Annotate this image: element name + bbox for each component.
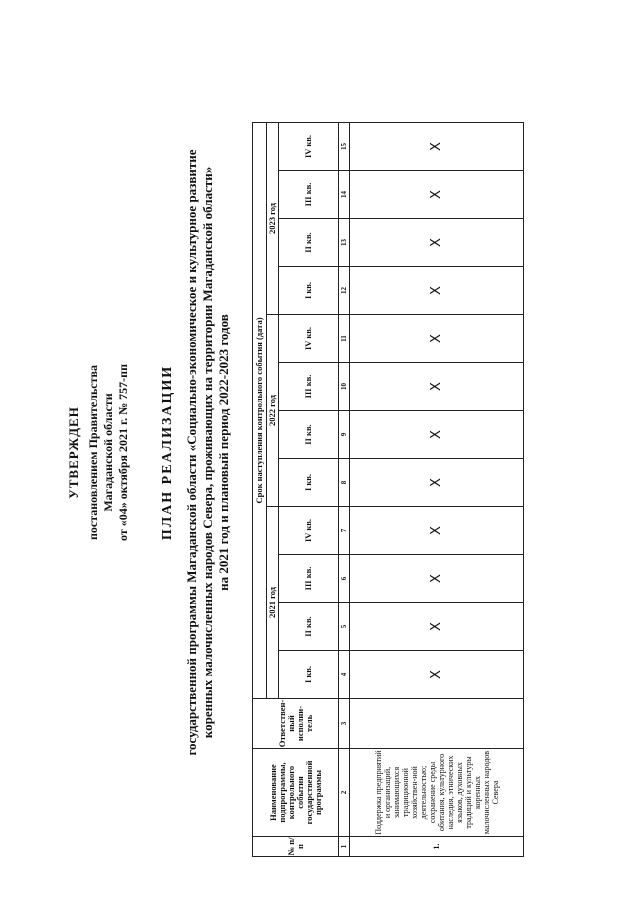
- header-quarter: II кв.: [279, 411, 339, 459]
- header-num: № п/п: [253, 837, 339, 857]
- quarter-mark: X: [350, 507, 524, 555]
- header-quarter: III кв.: [279, 555, 339, 603]
- column-number: 4: [339, 651, 350, 699]
- column-number: 13: [339, 219, 350, 267]
- quarter-mark: X: [350, 315, 524, 363]
- quarter-mark: X: [350, 123, 524, 171]
- column-number: 6: [339, 555, 350, 603]
- header-quarter: II кв.: [279, 219, 339, 267]
- column-number: 5: [339, 603, 350, 651]
- column-number: 12: [339, 267, 350, 315]
- header-year: 2023 год: [267, 123, 279, 315]
- header-deadline: Срок наступления контрольного события (дата): [253, 123, 267, 699]
- header-quarter: IV кв.: [279, 123, 339, 171]
- header-year: 2022 год: [267, 315, 279, 507]
- quarter-mark: X: [350, 171, 524, 219]
- header-year: 2021 год: [267, 507, 279, 699]
- column-number: 2: [339, 749, 350, 837]
- column-number: 3: [339, 699, 350, 749]
- header-quarter: IV кв.: [279, 507, 339, 555]
- column-number: 14: [339, 171, 350, 219]
- quarter-mark: X: [350, 555, 524, 603]
- document-title: ПЛАН РЕАЛИЗАЦИИ: [160, 364, 175, 541]
- header-executor: Ответствен-ный исполни-тель: [253, 699, 339, 749]
- column-number: 15: [339, 123, 350, 171]
- header-name: Наименование подпрограммы, контрольного события государственной программы: [253, 749, 339, 837]
- quarter-mark: X: [350, 603, 524, 651]
- approval-title: УТВЕРЖДЕН: [66, 406, 81, 499]
- header-quarter: II кв.: [279, 603, 339, 651]
- header-quarter: III кв.: [279, 363, 339, 411]
- header-quarter: III кв.: [279, 171, 339, 219]
- approval-line: постановлением Правительства: [86, 365, 100, 541]
- plan-table: [252, 122, 524, 857]
- quarter-mark: X: [350, 363, 524, 411]
- row-executor: [350, 699, 524, 749]
- row-event-name: Поддержка предприятий и организаций, занимающихся традиционной хозяйствен-ной деятельностью; сохранение среды обитания, культурного наследия, этнических языков, духовных традиций и культуры коренных малочисленных народов Севера: [350, 749, 524, 837]
- quarter-mark: X: [350, 219, 524, 267]
- column-number: 8: [339, 459, 350, 507]
- column-number: 1: [339, 837, 350, 857]
- table-row: [350, 123, 524, 857]
- document-subtitle-line: коренных малочисленных народов Севера, проживающих на территории Магаданской области»: [200, 166, 215, 739]
- quarter-mark: X: [350, 651, 524, 699]
- header-quarter: IV кв.: [279, 315, 339, 363]
- column-number: 9: [339, 411, 350, 459]
- quarter-mark: X: [350, 411, 524, 459]
- approval-line: Магаданской области: [101, 393, 115, 512]
- header-quarter: I кв.: [279, 459, 339, 507]
- row-num: 1.: [350, 837, 524, 857]
- document-subtitle-line: государственной программы Магаданской области «Социально-экономическое и культурное развитие: [184, 149, 199, 756]
- header-quarter: I кв.: [279, 651, 339, 699]
- column-number: 7: [339, 507, 350, 555]
- approval-line: от «04» октября 2021 г. № 757-пп: [116, 363, 130, 542]
- header-quarter: I кв.: [279, 267, 339, 315]
- column-number: 10: [339, 363, 350, 411]
- quarter-mark: X: [350, 267, 524, 315]
- document-heading: [160, 0, 232, 905]
- quarter-mark: X: [350, 459, 524, 507]
- column-number: 11: [339, 315, 350, 363]
- document-subtitle-line: на 2021 год и плановый период 2022-2023 годов: [216, 314, 231, 591]
